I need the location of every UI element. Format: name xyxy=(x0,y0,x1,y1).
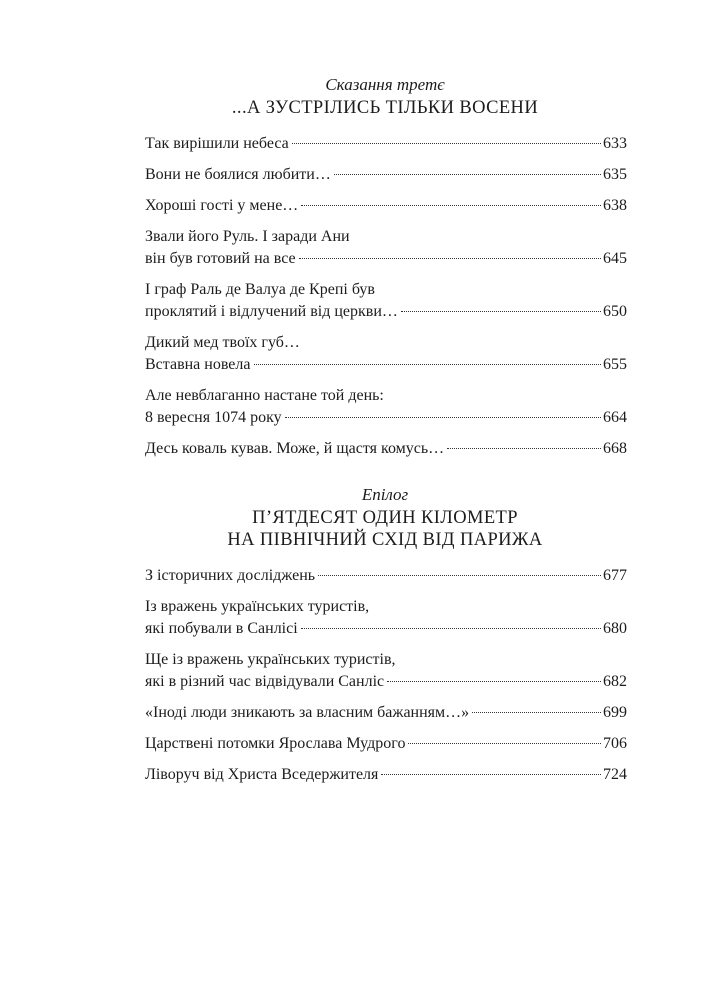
toc-entry-row xyxy=(145,565,627,587)
toc-entry xyxy=(145,702,627,724)
epilogue-title-line1: П’ЯТДЕСЯТ ОДИН КІЛОМЕТР xyxy=(252,508,518,528)
toc-entry-row xyxy=(145,301,627,323)
toc-entry xyxy=(145,279,627,323)
page-number: 706 xyxy=(603,735,627,752)
toc-entry xyxy=(145,133,627,155)
toc-entry-text: Звали його Руль. І заради Ани xyxy=(145,228,350,245)
toc-entry xyxy=(145,596,627,640)
page-number: 638 xyxy=(603,197,627,214)
section3-title: ...А ЗУСТРІЛИСЬ ТІЛЬКИ ВОСЕНИ xyxy=(231,98,539,118)
epilogue-toc-list xyxy=(145,565,627,786)
page-number: 650 xyxy=(603,303,627,320)
section3-header xyxy=(145,75,625,119)
page-number: 645 xyxy=(603,250,627,267)
page-number: 635 xyxy=(603,166,627,183)
dot-leader xyxy=(285,417,601,418)
toc-entry-text: Дикий мед твоїх губ… xyxy=(145,334,300,351)
toc-entry-row xyxy=(145,164,627,186)
epilogue-header xyxy=(145,485,625,551)
toc-entry xyxy=(145,195,627,217)
dot-leader xyxy=(292,143,601,144)
toc-entry xyxy=(145,565,627,587)
toc-entry-text: проклятий і відлучений від церкви… xyxy=(145,303,398,320)
toc-entry xyxy=(145,226,627,270)
page-number: 664 xyxy=(603,409,627,426)
toc-entry-row xyxy=(145,733,627,755)
toc-entry-text: Хороші гості у мене… xyxy=(145,197,299,214)
page-number: 680 xyxy=(603,620,627,637)
epilogue-label: Епілог xyxy=(361,485,409,504)
dot-leader xyxy=(387,681,601,682)
dot-leader xyxy=(301,205,601,206)
dot-leader xyxy=(334,174,601,175)
toc-entry-text: які в різний час відвідували Санліс xyxy=(145,673,385,690)
toc-entry-row xyxy=(145,702,627,724)
dot-leader xyxy=(301,628,601,629)
dot-leader xyxy=(299,258,601,259)
toc-entry-text: Але невблаганно настане той день: xyxy=(145,387,384,404)
dot-leader xyxy=(408,743,601,744)
dot-leader xyxy=(381,774,601,775)
toc-entry-text: З історичних досліджень xyxy=(145,567,316,584)
page-number: 633 xyxy=(603,135,627,152)
toc-entry-text: він був готовий на все xyxy=(145,250,296,267)
toc-entry-row xyxy=(145,438,627,460)
toc-entry-text: «Іноді люди зникають за власним бажанням…» xyxy=(145,704,470,721)
page-number: 699 xyxy=(603,704,627,721)
toc-entry-row xyxy=(145,354,627,376)
toc-entry xyxy=(145,438,627,460)
page-number: 677 xyxy=(603,567,627,584)
toc-entry-text: Вони не боялися любити… xyxy=(145,166,331,183)
toc-entry-row xyxy=(145,618,627,640)
dot-leader xyxy=(472,712,601,713)
toc-entry-text: Царствені потомки Ярослава Мудрого xyxy=(145,735,406,752)
toc-entry xyxy=(145,764,627,786)
epilogue-title-line2: НА ПІВНІЧНИЙ СХІД ВІД ПАРИЖА xyxy=(227,530,543,550)
toc-entry xyxy=(145,385,627,429)
toc-entry-text: Вставна новела xyxy=(145,356,251,373)
toc-entry-text: І граф Раль де Валуа де Крепі був xyxy=(145,281,375,298)
toc-entry-text: Так вирішили небеса xyxy=(145,135,289,152)
dot-leader xyxy=(447,448,601,449)
toc-entry-row xyxy=(145,671,627,693)
toc-entry xyxy=(145,733,627,755)
toc-entry xyxy=(145,164,627,186)
section3-label: Сказання третє xyxy=(325,75,445,94)
toc-entry xyxy=(145,332,627,376)
section3-toc-list xyxy=(145,133,627,460)
toc-entry-row xyxy=(145,764,627,786)
dot-leader xyxy=(318,575,601,576)
toc-entry-row xyxy=(145,195,627,217)
toc-entry-row xyxy=(145,407,627,429)
page-number: 724 xyxy=(603,766,627,783)
toc-entry-text: Із вражень українських туристів, xyxy=(145,598,370,615)
toc-entry-text: Десь коваль кував. Може, й щастя комусь… xyxy=(145,440,445,457)
dot-leader xyxy=(401,311,601,312)
toc-entry-text: Ліворуч від Христа Вседержителя xyxy=(145,766,379,783)
page-number: 655 xyxy=(603,356,627,373)
toc-entry xyxy=(145,649,627,693)
toc-entry-row xyxy=(145,248,627,270)
toc-entry-text: Ще із вражень українських туристів, xyxy=(145,651,396,668)
page-number: 682 xyxy=(603,673,627,690)
toc-entry-text: 8 вересня 1074 року xyxy=(145,409,282,426)
toc-entry-row xyxy=(145,133,627,155)
toc-entry-text: які побували в Санлісі xyxy=(145,620,298,637)
dot-leader xyxy=(254,364,602,365)
page-number: 668 xyxy=(603,440,627,457)
